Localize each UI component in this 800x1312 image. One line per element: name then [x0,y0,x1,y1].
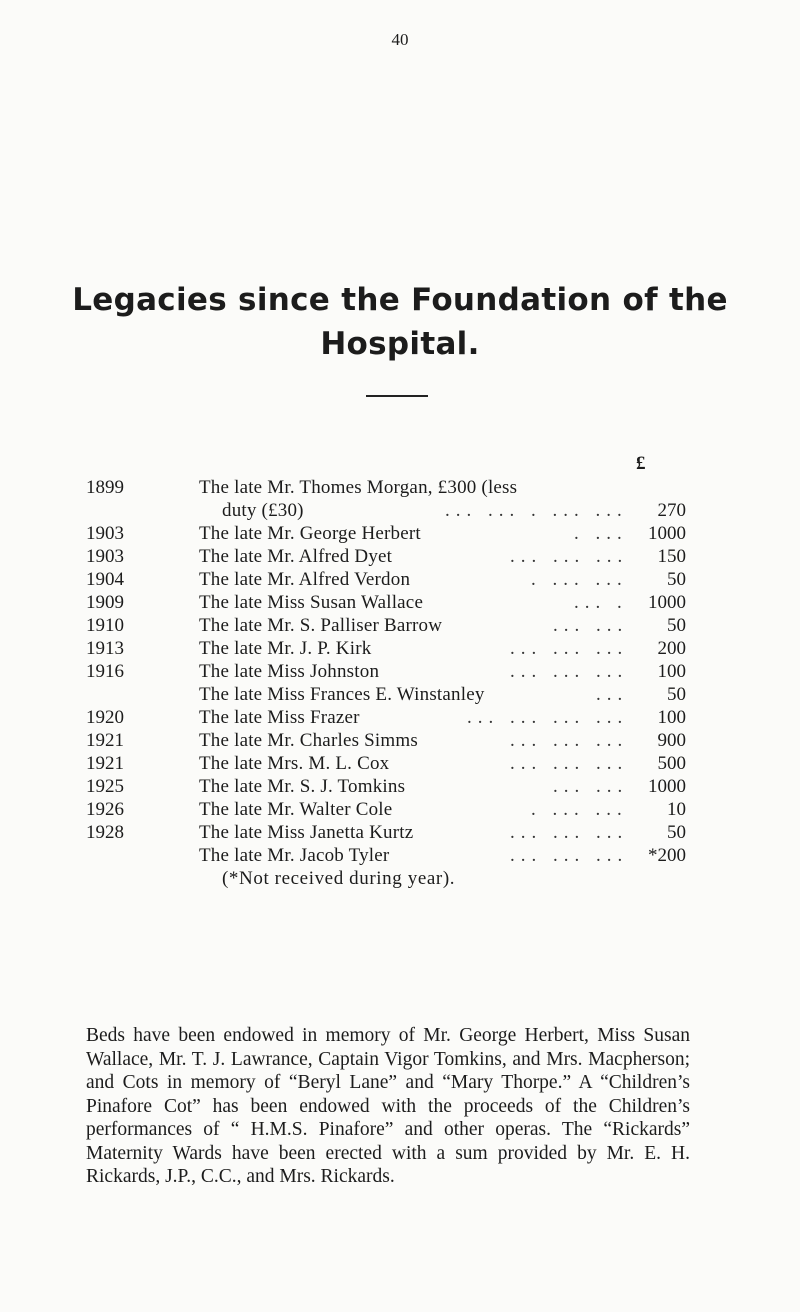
legacy-description: The late Mrs. M. L. Cox [199,753,390,774]
legacy-description: The late Mr. Charles Simms [199,730,418,751]
leader-dots: ... ... ... [510,661,629,682]
legacy-description: The late Miss Janetta Kurtz [199,822,414,843]
currency-header: £ [636,453,646,474]
legacy-year: 1913 [86,638,124,659]
leader-dots: ... ... [553,776,629,797]
legacy-row [86,729,686,752]
legacy-amount: *200 [648,845,686,866]
leader-dots: ... [596,684,629,705]
legacy-description: duty (£30) [222,500,304,521]
leader-dots: ... ... ... [510,730,629,751]
legacy-row [86,821,686,844]
legacy-row [86,476,686,499]
legacy-amount: 100 [657,661,686,682]
legacy-year: 1899 [86,477,124,498]
legacy-year: 1928 [86,822,124,843]
leader-dots: ... ... . ... ... [445,500,628,521]
leader-dots: ... ... ... [510,845,629,866]
legacy-row [86,522,686,545]
legacy-row [86,499,686,522]
legacy-row [86,545,686,568]
legacy-amount: 150 [657,546,686,567]
leader-dots: ... ... ... ... [467,707,629,728]
legacy-row [86,637,686,660]
legacy-year: 1904 [86,569,124,590]
legacy-description: The late Miss Susan Wallace [199,592,424,613]
legacy-row [86,706,686,729]
leader-dots: . ... ... [531,799,628,820]
legacy-description: The late Mr. S. J. Tomkins [199,776,406,797]
legacy-amount: 100 [657,707,686,728]
legacy-description: The late Mr. Thomes Morgan, £300 (less [199,477,518,498]
legacy-amount: 1000 [648,523,686,544]
legacy-description: The late Miss Johnston [199,661,380,682]
legacy-description: The late Mr. Alfred Verdon [199,569,411,590]
legacy-description: The late Miss Frazer [199,707,360,728]
legacy-row [86,752,686,775]
leader-dots: ... ... ... [510,638,629,659]
legacy-amount: 50 [667,684,686,705]
legacy-year: 1909 [86,592,124,613]
legacy-year: 1926 [86,799,124,820]
legacy-row [86,568,686,591]
legacy-year: 1903 [86,523,124,544]
title-divider [366,395,428,397]
legacy-amount: 900 [657,730,686,751]
legacy-amount: 10 [667,799,686,820]
legacy-amount: 200 [657,638,686,659]
legacy-amount: 1000 [648,592,686,613]
legacy-amount: 500 [657,753,686,774]
legacy-year: 1925 [86,776,124,797]
leader-dots: ... ... ... [510,822,629,843]
legacy-description: The late Mr. Alfred Dyet [199,546,393,567]
legacy-description: The late Mr. Jacob Tyler [199,845,390,866]
legacy-amount: 1000 [648,776,686,797]
legacy-description: The late Miss Frances E. Winstanley [199,684,485,705]
title-line-1: Legacies since the Foundation of the [72,282,728,318]
legacy-year: 1910 [86,615,124,636]
legacy-description: The late Mr. S. Palliser Barrow [199,615,443,636]
legacy-description: The late Mr. George Herbert [199,523,421,544]
legacy-description: The late Mr. Walter Cole [199,799,393,820]
legacy-amount: 50 [667,615,686,636]
legacy-year: 1920 [86,707,124,728]
legacy-list [86,476,686,890]
leader-dots: ... ... ... [510,546,629,567]
legacy-description: The late Mr. J. P. Kirk [199,638,372,659]
footnote-row [86,867,686,890]
legacy-row [86,775,686,798]
legacy-amount: 50 [667,822,686,843]
page-title [0,278,800,366]
title-line-2: Hospital. [320,326,480,362]
legacy-row [86,614,686,637]
leader-dots: ... . [574,592,628,613]
legacy-row [86,844,686,867]
legacy-year: 1916 [86,661,124,682]
page-number: 40 [391,30,409,49]
leader-dots: ... ... [553,615,629,636]
legacy-row [86,591,686,614]
leader-dots: ... ... ... [510,753,629,774]
leader-dots: . ... ... [531,569,628,590]
endowments-paragraph: Beds have been endowed in memory of Mr. George Herbert, Miss Susan Wallace, Mr. T. J. Lawrance, Captain Vigor Tomkins, and Mrs. Macpherson; and Cots in memory of “Beryl Lane” and “Mary Thorpe.” A “Children’s Pinafore Cot” has been endowed with the proceeds of the Children’s performances of “ H.M.S. Pinafore” and other operas. The “Rickards” Maternity Wards have been erected with a sum provided by Mr. E. H. Rickards, J.P., C.C., and Mrs. Rickards. [86,1025,690,1187]
footnote: (*Not received during year). [222,868,456,889]
legacy-year: 1921 [86,730,124,751]
legacy-year: 1921 [86,753,124,774]
legacy-year: 1903 [86,546,124,567]
legacy-amount: 270 [657,500,686,521]
legacy-row [86,798,686,821]
legacy-row [86,683,686,706]
legacy-amount: 50 [667,569,686,590]
legacy-row [86,660,686,683]
leader-dots: . ... [574,523,628,544]
